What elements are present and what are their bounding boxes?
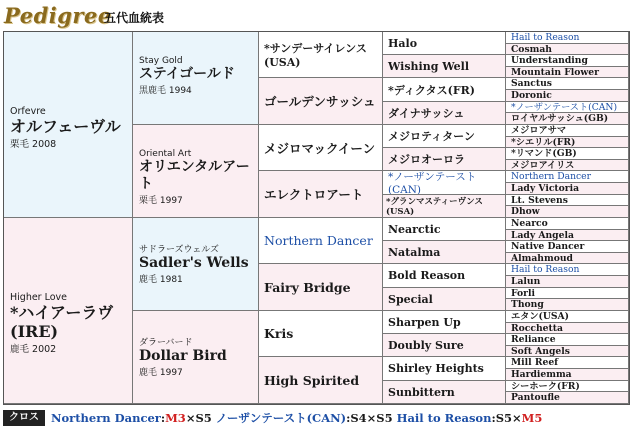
gen4-cell — [383, 125, 506, 148]
horse-info: 栗毛 1997 — [139, 196, 183, 206]
horse-name: *サンデーサイレンス(USA) — [264, 42, 367, 69]
gen5-cell — [506, 195, 629, 206]
cross-mark: M3 — [165, 411, 186, 425]
horse-name: Northern Dancer — [264, 233, 373, 248]
horse-name: エタン(USA) — [511, 311, 570, 322]
horse-name: Lady Victoria — [511, 183, 580, 194]
horse-name: Cosmah — [511, 44, 552, 55]
horse-name: Pantoufle — [511, 392, 560, 403]
gen4-cell — [383, 288, 506, 311]
horse-name-jp: オリエンタルアート — [139, 159, 250, 192]
horse-name: Reliance — [511, 334, 556, 345]
horse-name: Sharpen Up — [388, 315, 461, 329]
gen5-cell — [506, 346, 629, 357]
gen4-cell — [383, 264, 506, 288]
gen3-cell — [259, 264, 383, 311]
horse-info: 鹿毛 1981 — [139, 275, 183, 285]
horse-name: *リマンド(GB) — [511, 148, 577, 159]
gen2-cell — [133, 32, 259, 125]
horse-name: Mill Reef — [511, 357, 559, 368]
horse-name-jp: オルフェーヴル — [10, 117, 121, 136]
gen3-cell — [259, 171, 383, 218]
gen4-cell — [383, 78, 506, 102]
gen5-cell — [506, 78, 629, 90]
horse-name: High Spirited — [264, 372, 360, 388]
gen5-cell — [506, 276, 629, 288]
horse-name: Forli — [511, 288, 535, 299]
gen4-cell — [383, 381, 506, 404]
gen5-cell — [506, 381, 629, 392]
gen3-cell — [259, 218, 383, 264]
gen5-cell — [506, 357, 629, 369]
gen5-cell — [506, 90, 629, 102]
horse-name-en: Higher Love — [10, 292, 68, 303]
gen5-cell — [506, 288, 629, 299]
gen5-cell — [506, 137, 629, 148]
horse-name: Natalma — [388, 245, 441, 259]
horse-name-en: サドラーズウェルズ — [139, 245, 219, 255]
horse-name: Mountain Flower — [511, 67, 599, 78]
horse-name-jp: Dollar Bird — [139, 348, 227, 364]
gen5-cell — [506, 323, 629, 334]
gen3-cell — [259, 125, 383, 171]
horse-name: Nearco — [511, 218, 548, 229]
gen5-cell — [506, 102, 629, 113]
horse-name-jp: *ハイアーラヴ(IRE) — [10, 303, 114, 341]
gen5-cell — [506, 218, 629, 230]
horse-name: *シエリル(FR) — [511, 137, 576, 148]
gen5-cell — [506, 334, 629, 346]
horse-name: *グランマスティーヴンス(USA) — [386, 197, 483, 217]
gen5-cell — [506, 264, 629, 276]
horse-name: Fairy Bridge — [264, 279, 351, 295]
horse-name: Nearctic — [388, 222, 441, 236]
gen1-sire-cell — [4, 32, 133, 218]
gen3-cell — [259, 32, 383, 78]
horse-name: メジロアサマ — [511, 125, 567, 136]
horse-name: メジロアイリス — [511, 160, 575, 171]
cross-horse: Hail to Reason — [396, 411, 492, 425]
horse-name: Dhow — [511, 206, 540, 217]
gen5-cell — [506, 369, 629, 381]
cross-text — [51, 410, 542, 426]
horse-info: 鹿毛 1997 — [139, 368, 183, 378]
horse-name: Sunbittern — [388, 385, 455, 399]
gen5-cell — [506, 230, 629, 241]
horse-name: Native Dancer — [511, 241, 585, 252]
horse-name-en: Oriental Art — [139, 149, 192, 159]
gen5-cell — [506, 253, 629, 264]
horse-name: Wishing Well — [388, 59, 470, 73]
cross-sep: ×S5 — [185, 411, 216, 425]
horse-name: Lt. Stevens — [511, 195, 568, 206]
horse-name: Sanctus — [511, 78, 552, 89]
horse-name: *ノーザンテースト(CAN) — [511, 102, 618, 113]
horse-name: メジロティターン — [388, 130, 475, 143]
horse-name-jp: Sadler's Wells — [139, 255, 249, 271]
cross-label: クロス — [3, 410, 45, 426]
horse-info: 黒鹿毛 1994 — [139, 86, 192, 96]
horse-name: Bold Reason — [388, 269, 466, 282]
horse-name: Hail to Reason — [511, 32, 580, 43]
horse-name: ゴールデンサッシュ — [264, 94, 376, 109]
gen4-cell — [383, 241, 506, 264]
gen5-cell — [506, 299, 629, 311]
cross-sep: :S4×S5 — [346, 411, 397, 425]
cross-horse: ノーザンテースト(CAN) — [215, 411, 347, 425]
pedigree-logo: Pedigree — [4, 3, 112, 28]
gen2-cell — [133, 311, 259, 404]
horse-name: ダイナサッシュ — [388, 107, 465, 120]
horse-name: Almahmoud — [511, 253, 573, 264]
title-bar — [0, 0, 633, 30]
gen2-cell — [133, 218, 259, 311]
gen5-cell — [506, 67, 629, 78]
gen4-cell — [383, 32, 506, 55]
gen5-cell — [506, 55, 629, 67]
gen5-cell — [506, 44, 629, 55]
horse-name: Halo — [388, 36, 418, 50]
horse-name: Thong — [511, 299, 544, 310]
page-title: 五代血統表 — [104, 11, 165, 25]
gen5-cell — [506, 113, 629, 125]
horse-name: Northern Dancer — [511, 171, 591, 182]
horse-name: Doubly Sure — [388, 338, 464, 352]
horse-name-en: ダラーバード — [139, 338, 193, 348]
horse-name: メジロオーロラ — [388, 153, 465, 166]
gen5-cell — [506, 148, 629, 160]
cross-horse: Northern Dancer — [51, 411, 161, 425]
gen4-cell — [383, 148, 506, 171]
cross-sep: :S5× — [491, 411, 522, 425]
gen4-cell — [383, 357, 506, 381]
horse-name: シーホーク(FR) — [511, 381, 580, 392]
gen4-cell — [383, 102, 506, 125]
gen5-cell — [506, 171, 629, 183]
gen1-dam-cell — [4, 218, 133, 404]
gen4-cell — [383, 55, 506, 78]
gen5-cell — [506, 160, 629, 171]
horse-name: Hardiemma — [511, 369, 572, 380]
pedigree-table — [3, 31, 630, 405]
gen5-cell — [506, 206, 629, 218]
horse-name: Special — [388, 292, 433, 306]
gen3-cell — [259, 311, 383, 357]
inbreeding-cross-bar — [3, 408, 630, 428]
gen3-cell — [259, 78, 383, 125]
horse-name: Doronic — [511, 90, 552, 101]
horse-name: Shirley Heights — [388, 362, 484, 375]
gen2-cell — [133, 125, 259, 218]
horse-name: Soft Angels — [511, 346, 570, 357]
horse-info: 栗毛 2008 — [10, 139, 57, 150]
horse-name-en: Stay Gold — [139, 56, 183, 66]
gen3-cell — [259, 357, 383, 404]
horse-name: メジロマックイーン — [264, 140, 376, 156]
gen4-cell — [383, 195, 506, 218]
horse-name: Kris — [264, 326, 294, 341]
cross-mark: M5 — [521, 411, 543, 425]
horse-name: *ディクタス(FR) — [388, 83, 476, 97]
gen5-cell — [506, 392, 629, 404]
gen5-cell — [506, 241, 629, 253]
horse-name: Lady Angela — [511, 230, 574, 241]
horse-name: *ノーザンテースト(CAN) — [388, 171, 477, 195]
gen5-cell — [506, 32, 629, 44]
cross-sep: : — [160, 411, 166, 425]
gen4-cell — [383, 334, 506, 357]
horse-info: 鹿毛 2002 — [10, 344, 57, 355]
gen4-cell — [383, 171, 506, 195]
horse-name: Understanding — [511, 55, 588, 66]
gen5-cell — [506, 125, 629, 137]
horse-name-jp: ステイゴールド — [139, 66, 235, 82]
horse-name: Lalun — [511, 276, 541, 287]
horse-name: Rocchetta — [511, 323, 563, 334]
gen5-cell — [506, 183, 629, 195]
horse-name: ロイヤルサッシュ(GB) — [511, 113, 609, 124]
horse-name-en: Orfevre — [10, 106, 46, 117]
gen4-cell — [383, 311, 506, 334]
horse-name: Hail to Reason — [511, 264, 580, 275]
gen4-cell — [383, 218, 506, 241]
horse-name: エレクトロアート — [264, 187, 364, 202]
gen5-cell — [506, 311, 629, 323]
